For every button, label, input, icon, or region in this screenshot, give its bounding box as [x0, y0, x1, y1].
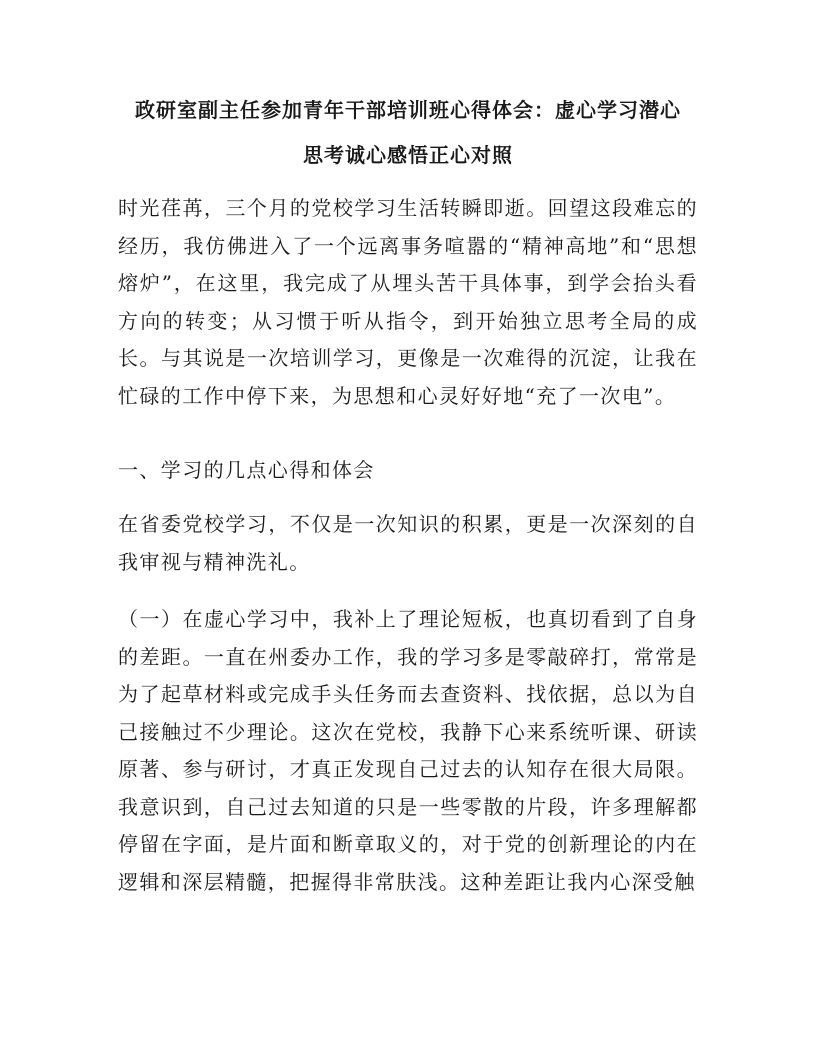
- intro-paragraph: 时光荏苒，三个月的党校学习生活转瞬即逝。回望这段难忘的经历，我仿佛进入了一个远离事务喧嚣的“精神高地”和“思想熔炉”，在这里，我完成了从埋头苦干具体事，到学会抬头看方向的转变；从习惯于听从指令，到开始独立思考全局的成长。与其说是一次培训学习，更像是一次难得的沉淀，让我在忙碌的工作中停下来，为思想和心灵好好地“充了一次电”。: [118, 196, 698, 408]
- document-title-line-1: 政研室副主任参加青年干部培训班心得体会：虚心学习潜心: [135, 98, 681, 122]
- subsection-paragraph: （一）在虚心学习中，我补上了理论短板，也真切看到了自身的差距。一直在州委办工作，我的学习多是零敲碎打，常常是为了起草材料或完成手头任务而去查资料、找依据，总以为自己接触过不少理论。这次在党校，我静下心来系统听课、研读原著、参与研讨，才真正发现自己过去的认知存在很大局限。我意识到，自己过去知道的只是一些零散的片段，许多理解都停留在字面，是片面和断章取义的，对于党的创新理论的内在逻辑和深层精髓，把握得非常肤浅。这种差距让我内心深受触: [118, 607, 698, 894]
- section-intro-paragraph: 在省委党校学习，不仅是一次知识的积累，更是一次深刻的自我审视与精神洗礼。: [118, 512, 698, 574]
- document-title-line-2: 思考诚心感悟正心对照: [303, 143, 513, 167]
- section-heading: 一、学习的几点心得和体会: [118, 458, 375, 482]
